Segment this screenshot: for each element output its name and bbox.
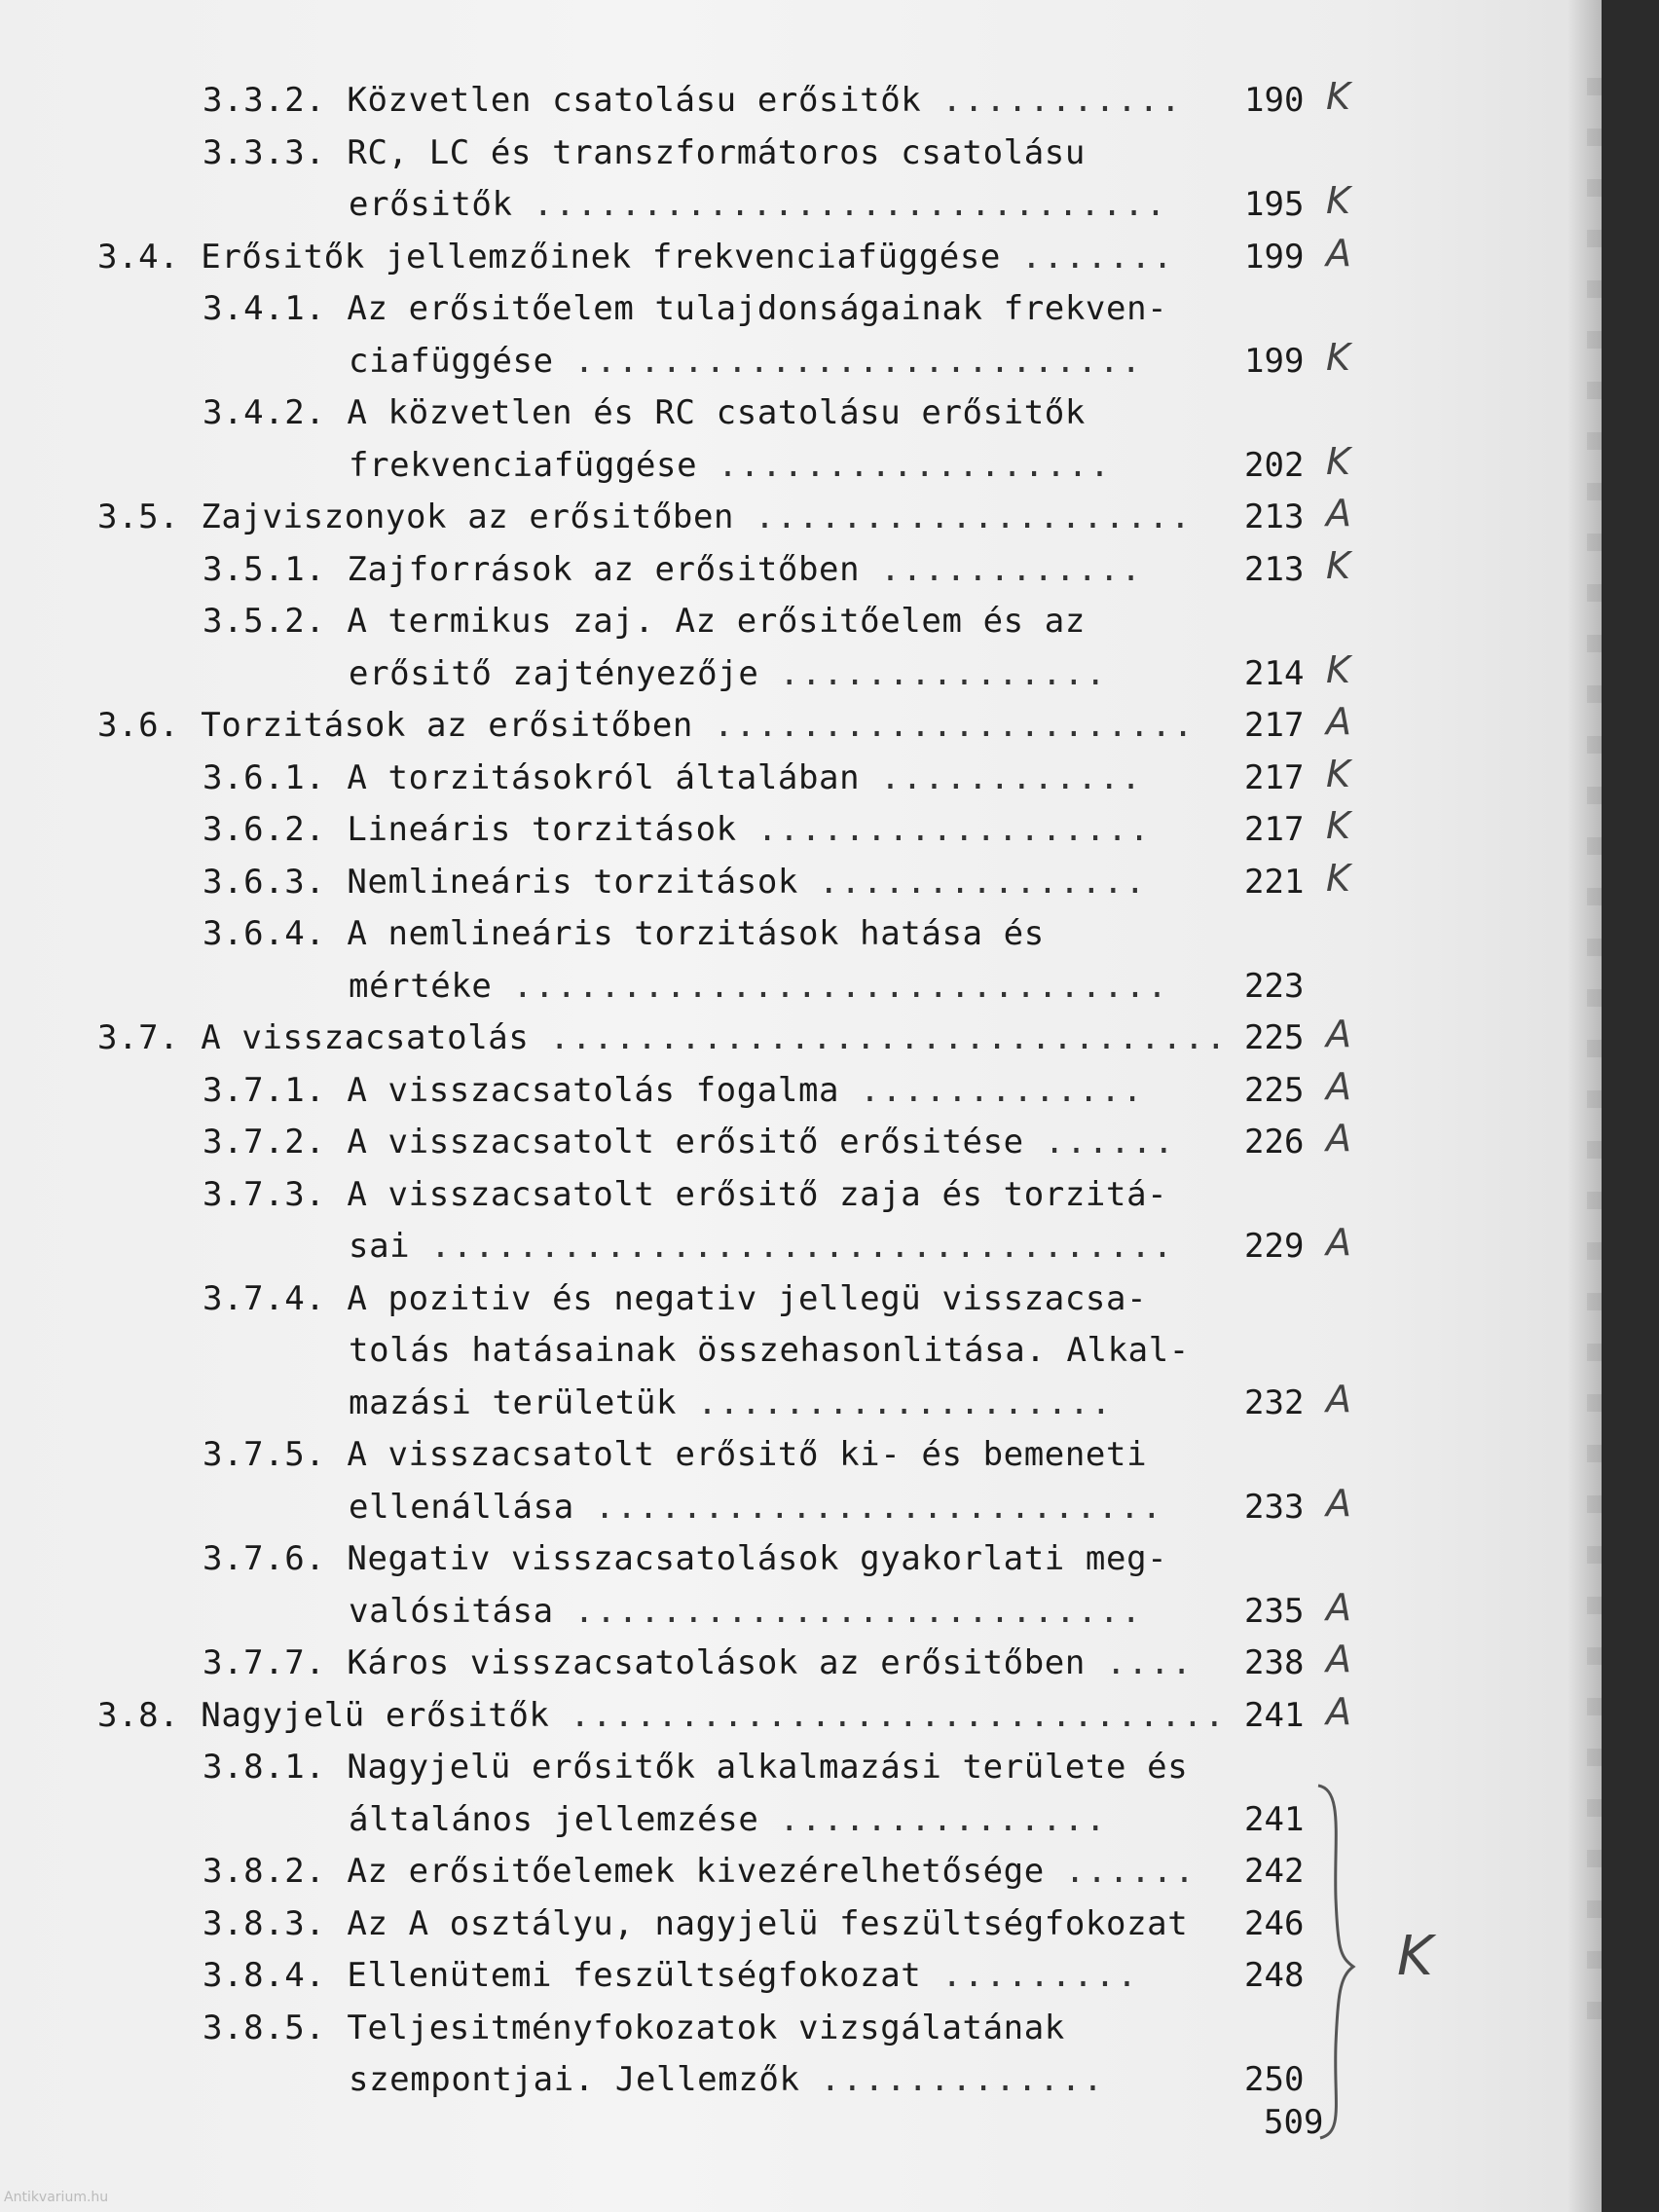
entry-page-number: 226: [1244, 1123, 1305, 1161]
entry-number: 3.8.3.: [203, 1903, 326, 1943]
entry-number: 3.4.2.: [203, 393, 326, 432]
group-mark: K: [1397, 1925, 1433, 1988]
leader-dots: ..........................: [594, 1487, 1164, 1527]
toc-line: [349, 1379, 1113, 1427]
entry-title: mazási területük: [349, 1382, 678, 1422]
leader-dots: .............: [860, 1070, 1145, 1110]
handwritten-mark: A: [1326, 1689, 1351, 1733]
entry-number: 3.5.2.: [203, 602, 326, 641]
toc-line: [203, 858, 1147, 906]
leader-dots: ...............................: [549, 1018, 1229, 1057]
handwritten-mark: A: [1326, 1117, 1351, 1160]
leader-dots: .............: [820, 2060, 1105, 2099]
entry-title: valósitása: [349, 1591, 554, 1631]
entry-title: A nemlineáris torzitások hatása és: [347, 914, 1045, 953]
leader-dots: ......: [1044, 1123, 1176, 1161]
handwritten-mark: A: [1326, 1221, 1351, 1264]
toc-line: [203, 284, 1167, 333]
entry-title: Az erősitőelem tulajdonságainak frekven-: [347, 289, 1168, 328]
entry-title: Ellenütemi feszültségfokozat: [347, 1956, 922, 1995]
toc-line: [349, 1222, 1174, 1271]
entry-page-number: 214: [1244, 653, 1305, 693]
entry-page-number: 238: [1244, 1643, 1305, 1682]
entry-number: 3.8.5.: [203, 2008, 326, 2047]
toc-line: [203, 1430, 1147, 1479]
leader-dots: ......................: [714, 706, 1196, 745]
entry-number: 3.3.3.: [203, 132, 326, 172]
toc-line: [349, 1326, 1190, 1375]
entry-title: A visszacsatolás: [201, 1018, 530, 1057]
entry-title: Káros visszacsatolások az erősitőben: [347, 1643, 1086, 1682]
entry-title: sai: [349, 1227, 411, 1266]
leader-dots: ...............: [779, 1799, 1108, 1839]
page-number: 509: [1264, 2103, 1324, 2142]
toc-line: [203, 597, 1086, 645]
handwritten-mark: K: [1326, 647, 1350, 691]
entry-number: 3.3.2.: [203, 81, 326, 120]
handwritten-mark: K: [1326, 752, 1350, 795]
leader-dots: ..................................: [430, 1227, 1175, 1266]
leader-dots: ..............................: [512, 966, 1169, 1006]
entry-page-number: 241: [1244, 1695, 1305, 1735]
entry-title: A torzitásokról általában: [347, 757, 861, 797]
entry-title: A visszacsatolás fogalma: [347, 1070, 840, 1110]
entry-title: tolás hatásainak összehasonlitása. Alkal-: [349, 1331, 1190, 1370]
leader-dots: .............................: [533, 185, 1168, 224]
entry-page-number: 199: [1244, 237, 1305, 276]
entry-title: erősitő zajtényezője: [349, 653, 759, 693]
entry-title: RC, LC és transzformátoros csatolásu: [347, 132, 1086, 172]
handwritten-mark: A: [1326, 1064, 1351, 1108]
toc-line: [349, 962, 1169, 1011]
toc-line: [203, 1639, 1194, 1687]
toc-line: [97, 1691, 1227, 1740]
entry-page-number: 217: [1244, 706, 1305, 745]
handwritten-mark: K: [1326, 335, 1350, 379]
entry-page-number: 221: [1244, 862, 1305, 902]
toc-line: [97, 493, 1193, 541]
entry-page-number: 202: [1244, 445, 1305, 485]
toc-line: [349, 1795, 1108, 1844]
toc-line: [203, 1066, 1144, 1115]
handwritten-mark: K: [1326, 804, 1350, 847]
entry-number: 3.7.4.: [203, 1278, 326, 1318]
handwritten-mark: A: [1326, 492, 1351, 535]
entry-page-number: 241: [1244, 1799, 1305, 1839]
entry-number: 3.6.1.: [203, 757, 326, 797]
entry-title: Teljesitményfokozatok vizsgálatának: [347, 2008, 1065, 2047]
entry-number: 3.6.: [97, 706, 180, 745]
handwritten-mark: A: [1326, 1377, 1351, 1420]
entry-title: ciafüggése: [349, 341, 554, 381]
entry-page-number: 190: [1244, 81, 1305, 120]
handwritten-mark: K: [1326, 856, 1350, 900]
toc-line: [203, 545, 1143, 594]
handwritten-mark: A: [1326, 231, 1351, 275]
toc-line: [97, 701, 1195, 750]
entry-title: erősitők: [349, 185, 513, 224]
toc-line: [349, 2055, 1105, 2104]
leader-dots: ..................: [756, 810, 1152, 849]
leader-dots: ..........................: [573, 1591, 1143, 1631]
entry-title: Torzitások az erősitőben: [201, 706, 693, 745]
entry-number: 3.7.6.: [203, 1539, 326, 1578]
watermark: Antikvarium.hu: [4, 2190, 109, 2205]
toc-line: [203, 76, 1183, 125]
toc-line: [97, 233, 1174, 281]
entry-number: 3.7.5.: [203, 1435, 326, 1474]
toc-line: [203, 129, 1086, 177]
entry-page-number: 199: [1244, 341, 1305, 381]
toc-line: [203, 1170, 1167, 1219]
toc-line: [349, 1587, 1143, 1636]
leader-dots: ....: [1106, 1643, 1194, 1682]
entry-number: 3.7.7.: [203, 1643, 326, 1682]
entry-title: Negativ visszacsatolások gyakorlati meg-: [347, 1539, 1168, 1578]
entry-title: mértéke: [349, 966, 493, 1006]
entry-page-number: 229: [1244, 1227, 1305, 1266]
toc-line: [203, 388, 1086, 437]
leader-dots: ..............................: [570, 1695, 1227, 1735]
entry-number: 3.8.2.: [203, 1852, 326, 1891]
entry-title: szempontjai. Jellemzők: [349, 2060, 800, 2099]
entry-title: általános jellemzése: [349, 1799, 759, 1839]
entry-title: Erősitők jellemzőinek frekvenciafüggése: [201, 237, 1002, 276]
handwritten-mark: K: [1326, 543, 1350, 587]
entry-title: A visszacsatolt erősitő erősitése: [347, 1123, 1024, 1161]
leader-dots: ......: [1064, 1852, 1197, 1891]
entry-title: A visszacsatolt erősitő zaja és torzitá-: [347, 1174, 1168, 1214]
leader-dots: .......: [1021, 237, 1175, 276]
entry-page-number: 223: [1244, 966, 1305, 1006]
entry-title: Az erősitőelemek kivezérelhetősége: [347, 1852, 1045, 1891]
entry-title: Az A osztályu, nagyjelü feszültségfokozat: [347, 1903, 1189, 1943]
entry-page-number: 246: [1244, 1903, 1305, 1943]
entry-number: 3.8.1.: [203, 1748, 326, 1787]
entry-page-number: 248: [1244, 1956, 1305, 1995]
entry-title: Közvetlen csatolásu erősitők: [347, 81, 922, 120]
entry-page-number: 225: [1244, 1018, 1305, 1057]
toc-line: [203, 1118, 1176, 1166]
entry-title: Zajforrások az erősitőben: [347, 549, 861, 589]
entry-page-number: 217: [1244, 810, 1305, 849]
leader-dots: ...............: [779, 653, 1108, 693]
entry-page-number: 225: [1244, 1070, 1305, 1110]
entry-page-number: 232: [1244, 1382, 1305, 1422]
entry-title: ellenállása: [349, 1487, 574, 1527]
leader-dots: ............: [880, 757, 1143, 797]
entry-page-number: 242: [1244, 1852, 1305, 1891]
entry-title: Lineáris torzitások: [347, 810, 737, 849]
leader-dots: ...............: [819, 862, 1148, 902]
leader-dots: ..........................: [573, 341, 1143, 381]
entry-number: 3.7.3.: [203, 1174, 326, 1214]
handwritten-mark: A: [1326, 1638, 1351, 1680]
toc-line: [203, 1274, 1147, 1323]
toc-line: [203, 754, 1143, 802]
entry-page-number: 213: [1244, 498, 1305, 536]
entry-page-number: 235: [1244, 1591, 1305, 1631]
entry-number: 3.8.4.: [203, 1956, 326, 1995]
entry-title: A pozitiv és negativ jellegü visszacsa-: [347, 1278, 1148, 1318]
entry-page-number: 233: [1244, 1487, 1305, 1527]
toc-line: [97, 1014, 1228, 1062]
toc-line: [349, 649, 1108, 698]
entry-number: 3.4.1.: [203, 289, 326, 328]
handwritten-mark: A: [1326, 1585, 1351, 1629]
handwritten-mark: A: [1326, 1013, 1351, 1055]
entry-title: Nagyjelü erősitők alkalmazási területe és: [347, 1748, 1189, 1787]
entry-page-number: 250: [1244, 2060, 1305, 2099]
entry-number: 3.7.2.: [203, 1123, 326, 1161]
leader-dots: .........: [941, 1956, 1139, 1995]
toc-line: [203, 805, 1151, 854]
entry-number: 3.6.4.: [203, 914, 326, 953]
toc-line: [203, 1847, 1197, 1896]
handwritten-mark: K: [1326, 439, 1350, 483]
entry-number: 3.8.: [97, 1695, 180, 1735]
toc-line: [349, 337, 1143, 386]
entry-title: A visszacsatolt erősitő ki- és bemeneti: [347, 1435, 1148, 1474]
handwritten-mark: A: [1326, 700, 1351, 743]
toc-line: [203, 1899, 1188, 1948]
entry-number: 3.5.1.: [203, 549, 326, 589]
toc-line: [203, 1951, 1139, 2000]
handwritten-brace: [1314, 1782, 1373, 2142]
entry-page-number: 213: [1244, 549, 1305, 589]
entry-number: 3.5.: [97, 498, 180, 536]
entry-title: A termikus zaj. Az erősitőelem és az: [347, 602, 1086, 641]
entry-number: 3.6.3.: [203, 862, 326, 902]
entry-title: Nagyjelü erősitők: [201, 1695, 550, 1735]
entry-number: 3.6.2.: [203, 810, 326, 849]
toc-line: [203, 1743, 1188, 1791]
toc-line: [349, 1483, 1163, 1531]
handwritten-mark: K: [1326, 75, 1350, 118]
entry-title: Nemlineáris torzitások: [347, 862, 798, 902]
leader-dots: ....................: [755, 498, 1193, 536]
toc-line: [203, 1534, 1167, 1583]
entry-title: frekvenciafüggése: [349, 445, 698, 485]
toc-line: [203, 909, 1045, 958]
entry-number: 3.7.1.: [203, 1070, 326, 1110]
entry-title: A közvetlen és RC csatolásu erősitők: [347, 393, 1086, 432]
entry-title: Zajviszonyok az erősitőben: [201, 498, 735, 536]
toc-line: [349, 180, 1167, 229]
entry-page-number: 195: [1244, 185, 1305, 224]
entry-page-number: 217: [1244, 757, 1305, 797]
leader-dots: ...................: [697, 1382, 1114, 1422]
leader-dots: ............: [880, 549, 1143, 589]
leader-dots: ..................: [718, 445, 1112, 485]
toc-line: [203, 2004, 1065, 2052]
leader-dots: ...........: [941, 81, 1183, 120]
toc-line: [349, 441, 1112, 490]
handwritten-mark: A: [1326, 1481, 1351, 1525]
handwritten-mark: K: [1326, 179, 1350, 222]
entry-number: 3.7.: [97, 1018, 180, 1057]
entry-number: 3.4.: [97, 237, 180, 276]
